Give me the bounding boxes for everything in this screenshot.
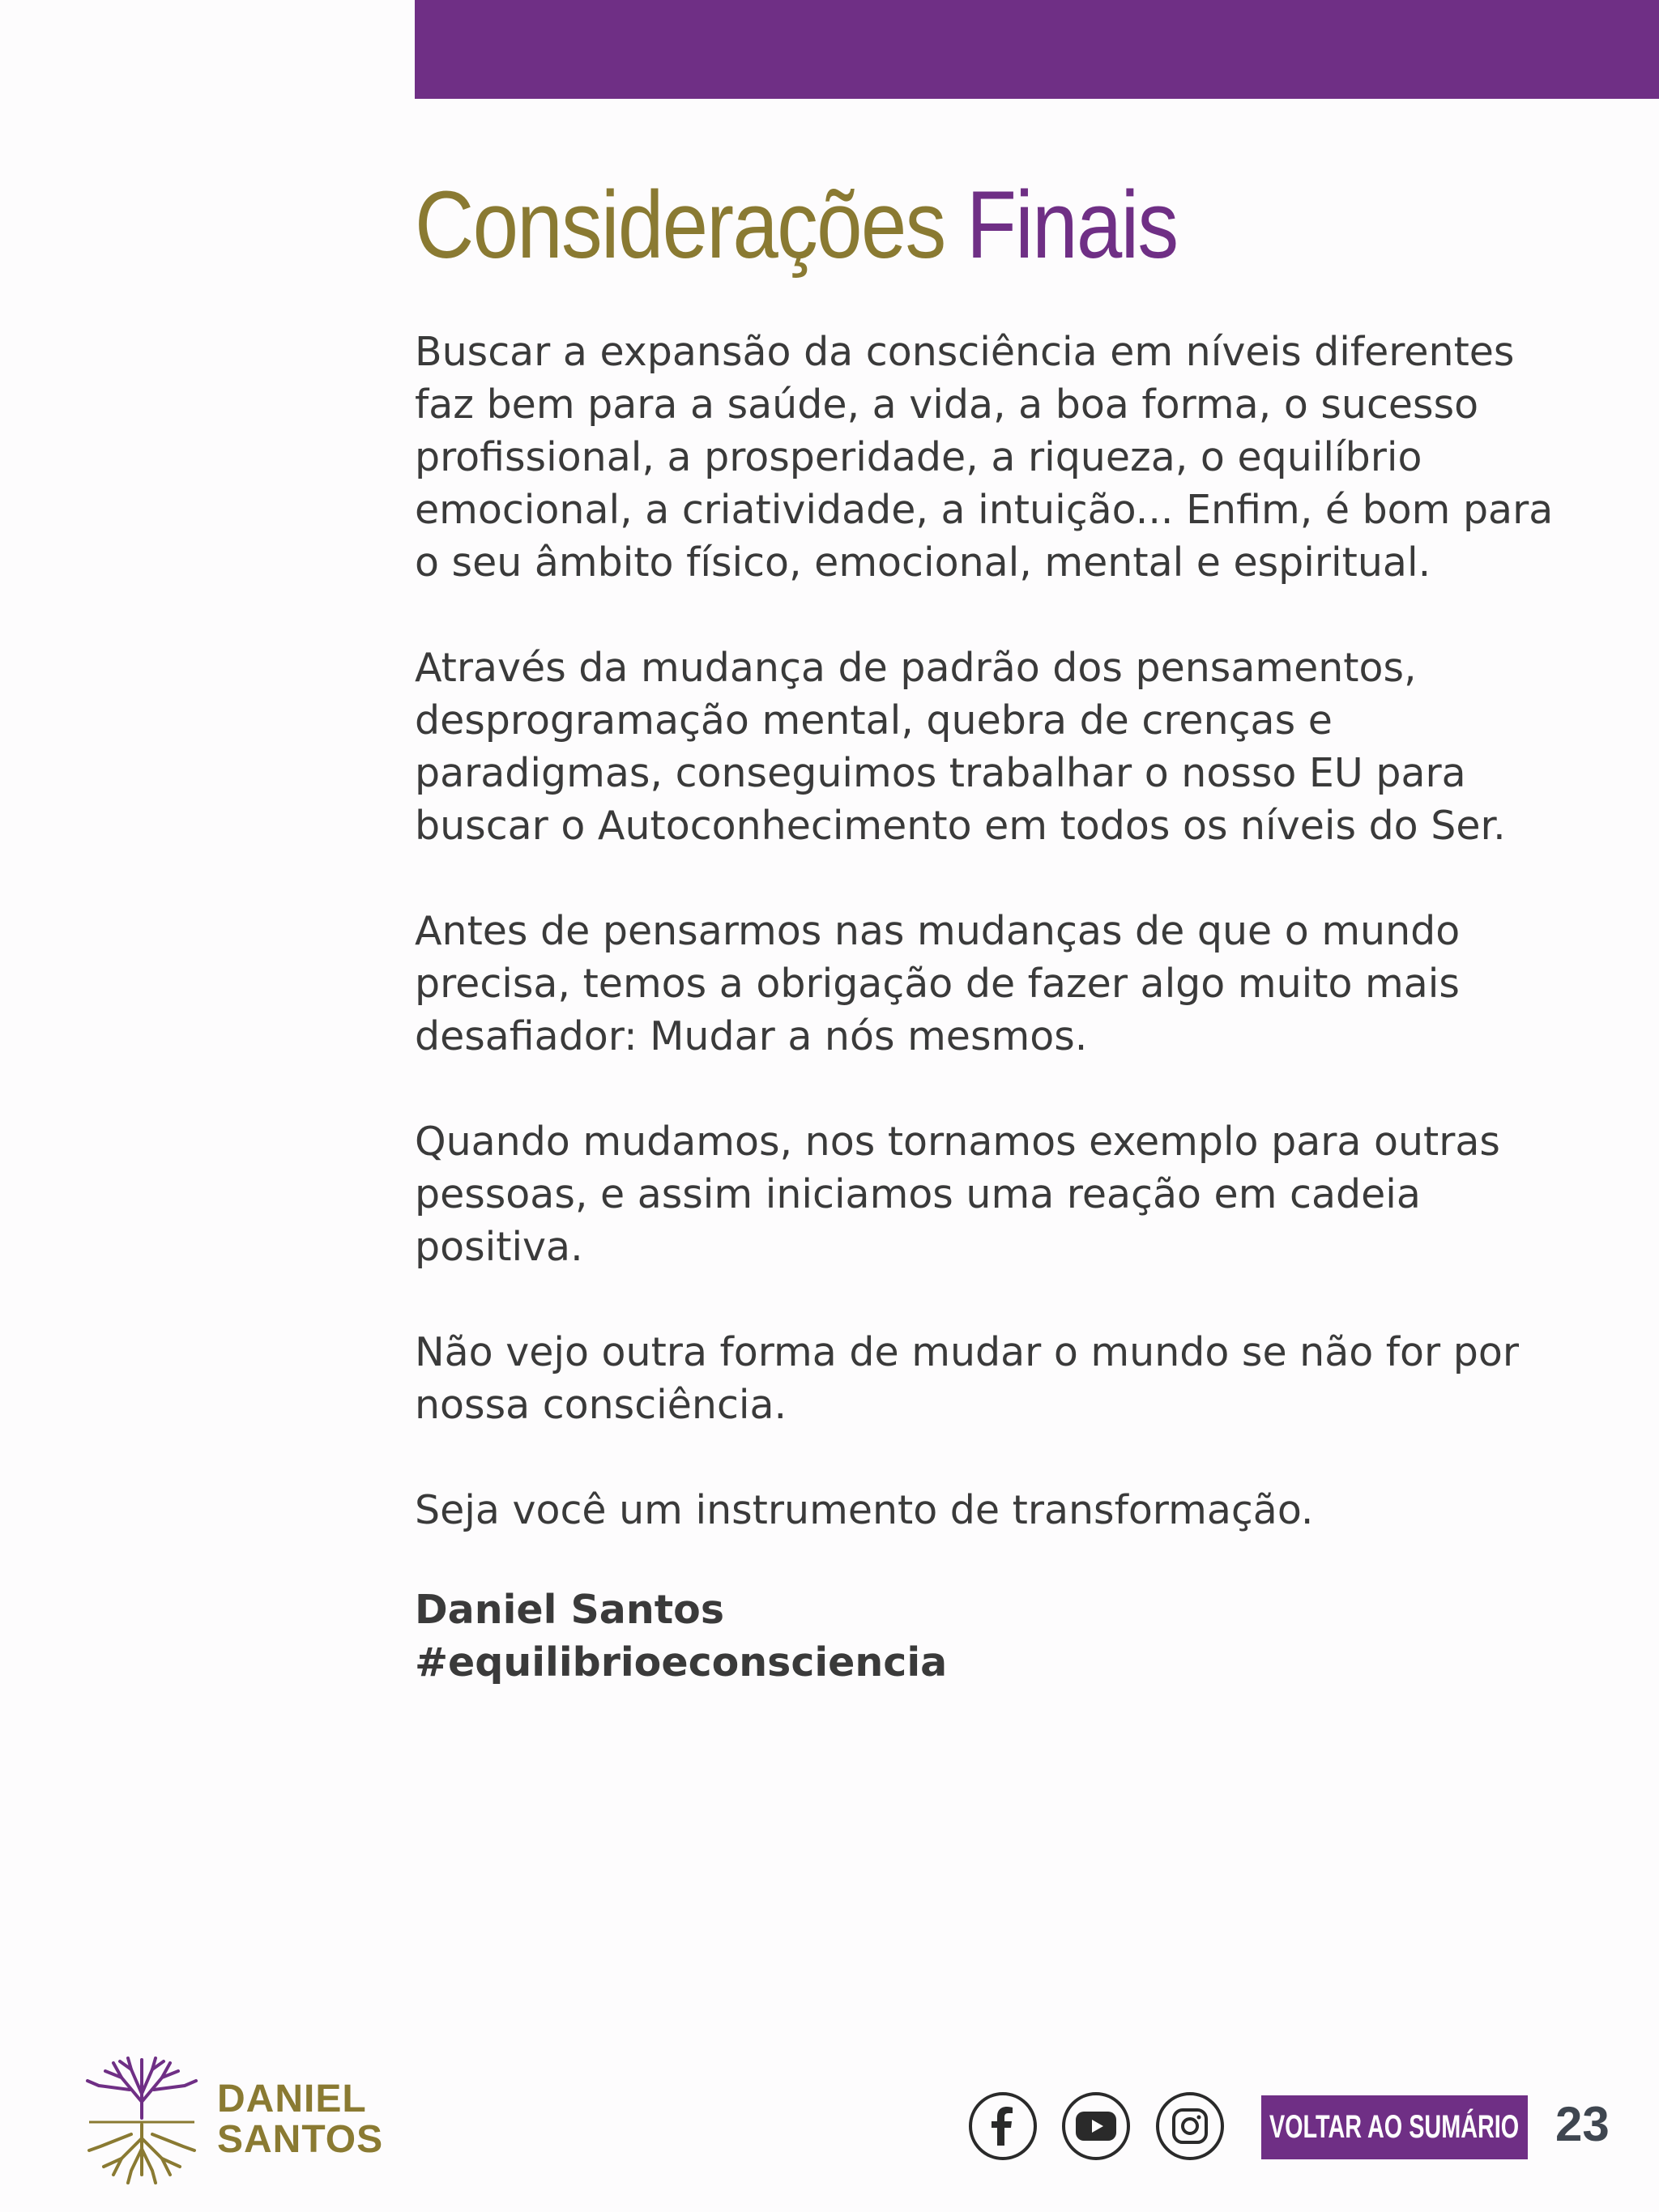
logo-text: [217, 2079, 383, 2160]
top-accent-bar: [415, 0, 1659, 99]
paragraph: Quando mudamos, nos tornamos exemplo para outras pessoas, e assim iniciamos uma reação em cadeia positiva.: [415, 1119, 1500, 1270]
paragraph: Através da mudança de padrão dos pensamentos, desprogramação mental, quebra de crenças e paradigmas, conseguimos trabalhar o nosso EU para buscar o Autoconhecimento em todos os níveis do Ser.: [415, 645, 1506, 849]
instagram-button[interactable]: [1156, 2092, 1224, 2160]
facebook-icon: [987, 2107, 1019, 2146]
tree-logo-icon: [81, 2053, 203, 2187]
paragraph: Antes de pensarmos nas mudanças de que o mundo precisa, temos a obrigação de fazer algo muito mais desafiador: Mudar a nós mesmos.: [415, 908, 1461, 1059]
logo-text-line2: SANTOS: [217, 2118, 384, 2161]
page-title: [415, 168, 1177, 282]
back-to-contents-label: VOLTAR AO SUMÁRIO: [1269, 2109, 1520, 2145]
paragraph: Buscar a expansão da consciência em níveis diferentes faz bem para a saúde, a vida, a boa forma, o sucesso profissional, a prosperidade, a riqueza, o equilíbrio emocional, a criatividade, a intuição... Enfim, é bom para o seu âmbito físico, emocional, mental e espiritual.: [415, 329, 1554, 586]
youtube-button[interactable]: [1062, 2092, 1130, 2160]
signature: [415, 1583, 947, 1689]
page-title-part1: Considerações: [415, 172, 945, 279]
brand-logo: [81, 2053, 405, 2187]
logo-text-line1: DANIEL: [217, 2078, 367, 2120]
paragraph: Não vejo outra forma de mudar o mundo se não for por nossa consciência.: [415, 1329, 1519, 1428]
body-text: [415, 326, 1573, 1589]
youtube-icon: [1076, 2112, 1116, 2141]
back-to-contents-button[interactable]: [1261, 2095, 1528, 2159]
paragraph: Seja você um instrumento de transformação.: [415, 1487, 1314, 1533]
page-number: 23: [1555, 2097, 1610, 2151]
instagram-icon: [1171, 2108, 1209, 2145]
signature-hashtag: #equilibrioeconsciencia: [415, 1639, 948, 1686]
facebook-button[interactable]: [969, 2092, 1037, 2160]
signature-name: Daniel Santos: [415, 1587, 724, 1633]
page-title-part2: Finais: [966, 172, 1178, 279]
